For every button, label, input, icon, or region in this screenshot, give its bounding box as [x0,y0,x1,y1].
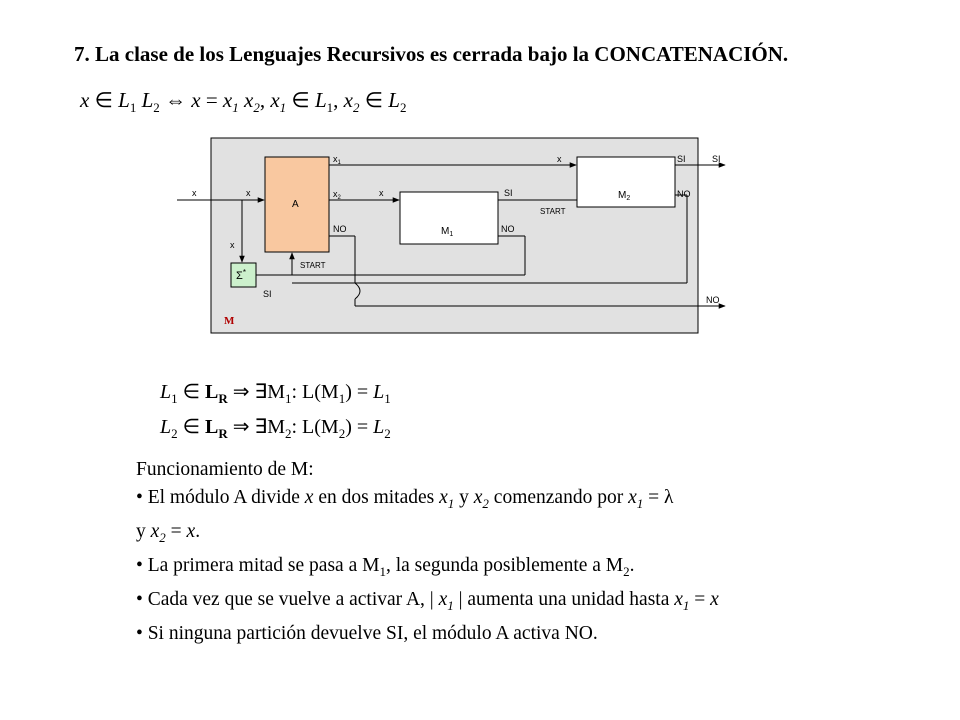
bullet-1-continuation: y $x_2 = x$. [136,520,201,545]
label-output-si: SI [712,154,721,164]
label-m1-no: NO [501,224,515,234]
module-a-label: A [292,199,299,210]
bullet-3: • Cada vez que se vuelve a activar A, | $x_1$ | aumenta una unidad hasta $x_1 = x$ [136,588,719,613]
functioning-description [136,456,719,648]
concatenation-definition: x ∈ $L_1$ $L_2$ ⇔ $x = x_1$ $x_2$, $x_1$ ∈ $L_1$, $x_2$ ∈ $L_2$ [80,88,407,116]
label-sigma-si: SI [263,289,272,299]
bullet-2: • La primera mitad se pasa a $M_1$, la segunda posiblemente a $M_2$. [136,554,635,579]
sigma-star-label: Σ* [236,268,246,282]
label-output-no: NO [706,295,720,305]
bullet-1: • El módulo A divide x en dos mitades $x_1$ y $x_2$ comenzando por $x_1 = \lambda$ [136,487,674,511]
premise-l1: $L_1$ ∈ $L_R$ ⇒ $\exists M_1$: $L(M_1) = L_1$ [160,381,391,406]
label-m2-start: START [540,207,566,216]
label-x-to-a: x [246,188,251,198]
label-a-start: START [300,261,326,270]
label-x-to-m2: x [557,154,562,164]
functioning-heading: Funcionamiento de M: [136,459,314,480]
premise-l2: $L_2$ ∈ $L_R$ ⇒ $\exists M_2$: $L(M_2) = L_2$ [160,416,391,441]
module-m2-label: $M_2$ [618,190,631,202]
label-x1: $x_1$ [333,154,341,166]
slide-title: 7. La clase de los Lenguajes Recursivos es cerrada bajo la CONCATENACIÓN. [74,42,789,66]
label-m2-si: SI [677,154,686,164]
label-x-to-m1: x [379,188,384,198]
label-m2-no: NO [677,189,691,199]
label-x-input: x [192,188,197,198]
label-x2: $x_2$ [333,189,341,201]
label-m1-si: SI [504,188,513,198]
bullet-4: • Si ninguna partición devuelve SI, el módulo A activa NO. [136,622,598,644]
recursive-language-premises [160,378,391,448]
label-a-no: NO [333,224,347,234]
label-x-to-sigma: x [230,240,235,250]
machine-m-label: M [224,315,235,327]
module-m1-label: $M_1$ [441,226,454,238]
